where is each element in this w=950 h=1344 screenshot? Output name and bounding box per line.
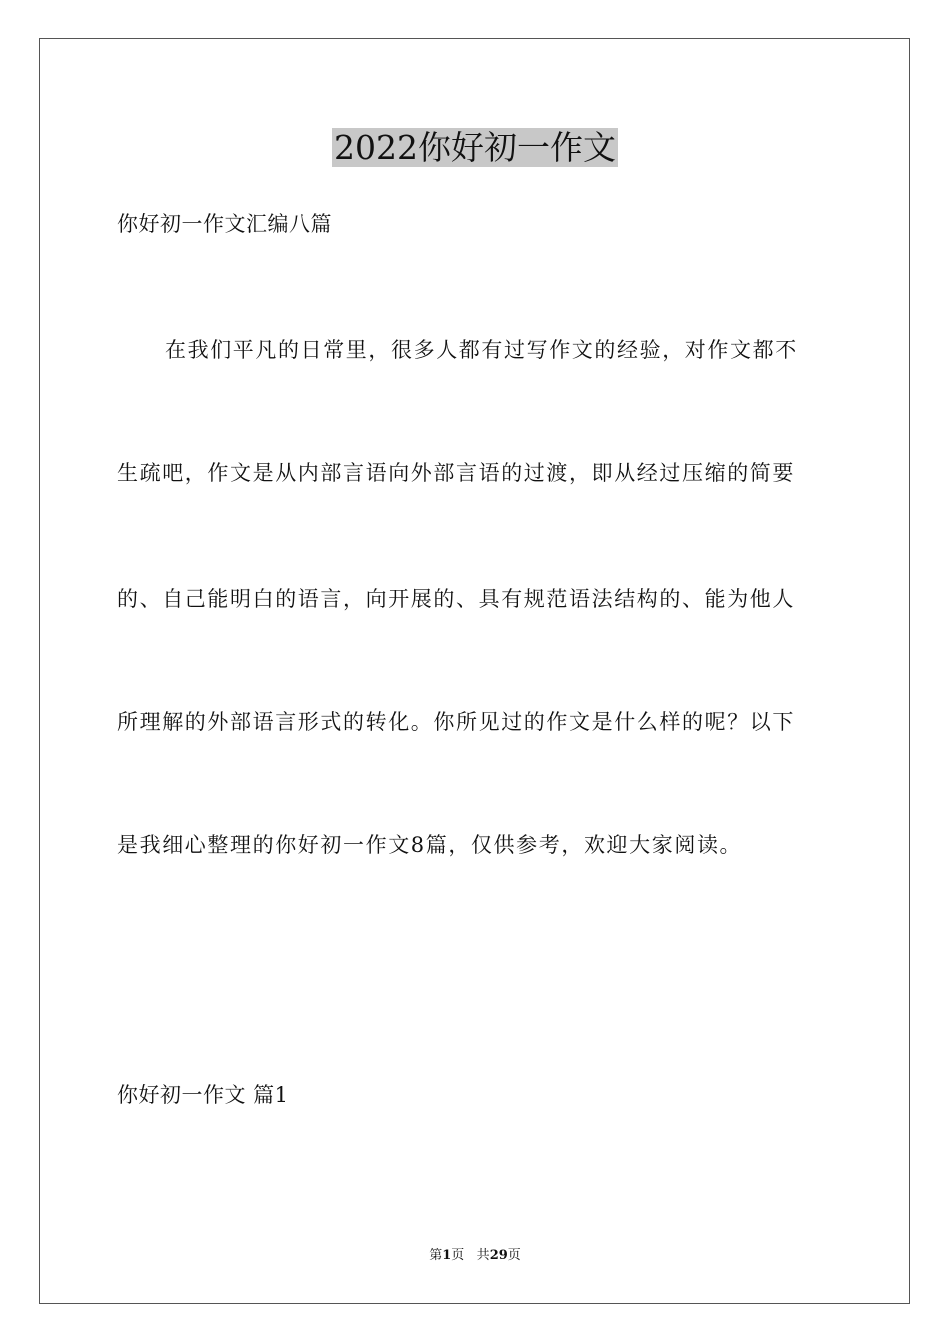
footer-total-prefix: 共 <box>476 1248 490 1263</box>
document-title <box>0 126 950 170</box>
footer-page-prefix: 第 <box>429 1248 443 1263</box>
footer-total-suffix: 页 <box>507 1248 521 1263</box>
document-subtitle: 你好初一作文汇编八篇 <box>117 212 332 236</box>
footer-page-suffix: 页 <box>451 1248 465 1263</box>
paragraph-line-1: 在我们平凡的日常里，很多人都有过写作文的经验，对作文都不 <box>165 338 798 362</box>
paragraph-line-5: 是我细心整理的你好初一作文8篇，仅供参考，欢迎大家阅读。 <box>117 833 743 857</box>
document-title-text: 2022你好初一作文 <box>334 128 616 167</box>
page-footer <box>0 1246 950 1266</box>
paragraph-line-2: 生疏吧，作文是从内部言语向外部言语的过渡，即从经过压缩的简要 <box>117 461 795 485</box>
footer-total-pages: 29 <box>489 1248 508 1263</box>
section-heading: 你好初一作文 篇1 <box>117 1083 289 1107</box>
footer-page-number: 1 <box>442 1248 452 1263</box>
paragraph-line-3: 的、自己能明白的语言，向开展的、具有规范语法结构的、能为他人 <box>117 587 795 611</box>
paragraph-line-4: 所理解的外部语言形式的转化。你所见过的作文是什么样的呢？以下 <box>117 710 795 734</box>
